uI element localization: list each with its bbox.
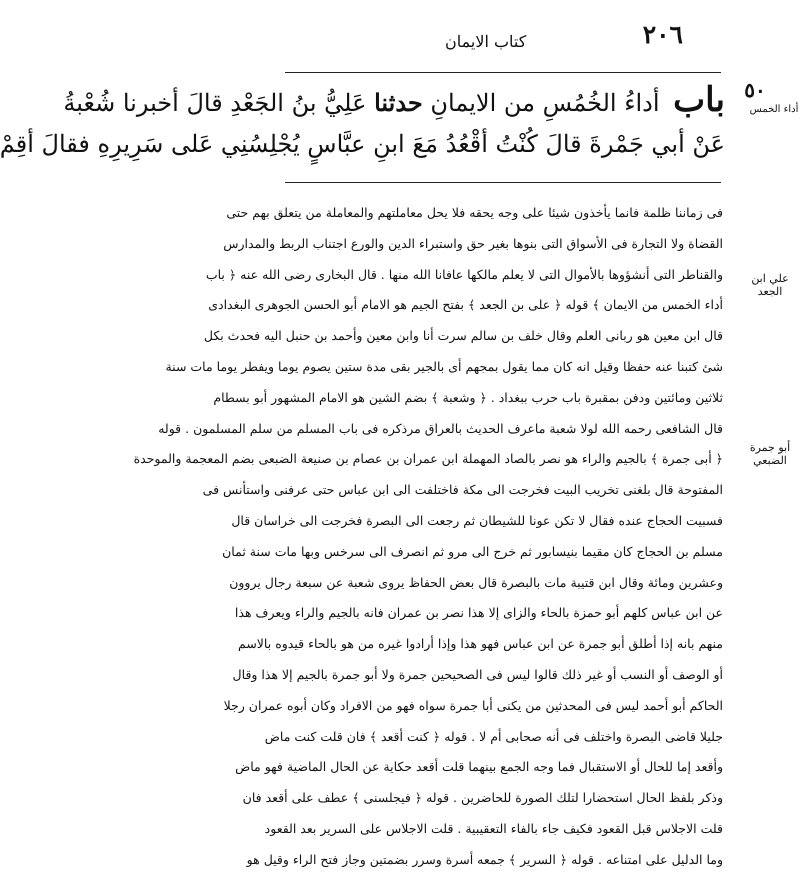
commentary-line: وعشرين ومائة وقال ابن قتيبة مات بالبصرة قال بعض الحفاظ يروى شعبة عن سبعة رجال يروون <box>229 574 723 590</box>
margin-bab-number: ٥٠ <box>744 78 766 102</box>
hadith-line-2: عَنْ أبي جَمْرةَ قالَ كُنْتُ أقْعُدُ مَعَ ابنِ عبَّاسٍ يُجْلِسُنِي عَلى سَرِيرِهِ فقالَ أقِمْ <box>0 130 725 158</box>
commentary-line: الحاكم أبو أحمد ليس فى المحدثين من يكنى أبا جمرة سواه فهو من الافراد وكان أبوه عمران رجلا <box>223 697 723 713</box>
margin-bab-subtitle: أداء الخمس <box>749 104 799 115</box>
margin-note-ali-ibn-al-jad: علي ابن الجعد <box>751 272 789 298</box>
margin-note-abu-jamra: أبو جمرة الضبعي <box>749 441 791 467</box>
header-divider <box>285 72 721 73</box>
text-divider <box>285 182 721 183</box>
commentary-line: ﴿ أبى جمرة ﴾ بالجيم والراء هو نصر بالصاد المهملة ابن عمران بن عصام بن صنيعة الضبعى بضم المعجمة والموحدة <box>133 451 723 467</box>
hadith-line-1 <box>63 78 725 122</box>
commentary-line: شئ كتبنا عنه حفظا وقيل انه كان مما يقول بمجهم أى بالجير بقى مدة ستين يصوم يوما ويفطر يوما مات سنة <box>165 358 723 374</box>
commentary-line: القضاة ولا التجارة فى الأسواق التى بنوها بغير حق واستبراء الدين والورع اجتناب الربط والمدارس <box>223 235 723 251</box>
hadith-isnad: عَلِيُّ بنُ الجَعْدِ قالَ أخبرنا شُعْبةُ <box>63 89 367 117</box>
commentary-line: ثلاثين ومائتين ودفن بمقبرة باب حرب ببغداد . ﴿ وشعبة ﴾ بضم الشين هو الامام المشهور أبو بسطام <box>213 389 723 405</box>
commentary-line: فسبيت الحجاج عنده فقال لا تكن عونا للشيطان ثم رجعت الى البصرة فخرجت الى خراسان قال <box>231 512 723 528</box>
page-number: ٢٠٦ <box>642 20 683 49</box>
commentary-line: قال الشافعى رحمه الله لولا شعبة ماعرف الحديث بالعراق مرذكره فى باب المسلم من سلم المسلمون . قوله <box>158 420 723 436</box>
commentary-line: أو الوصف أو النسب أو غير ذلك قالوا ليس فى الصحيحين جمرة ولا أبو جمرة بالجيم إلا هذا وقال <box>232 666 723 682</box>
commentary-line: مسلم بن الحجاج كان مقيما بنيسابور ثم خرج الى مرو ثم انصرف الى سرخس وبها مات سنة ثمان <box>222 543 723 559</box>
page-header <box>205 18 805 70</box>
commentary-line: وذكر بلفظ الحال استحضارا لتلك الصورة للحاضرين . قوله ﴿ فيجلسنى ﴾ عطف على أقعد فان <box>242 790 723 806</box>
book-title: كتاب الايمان <box>445 32 527 51</box>
commentary-line: المفتوحة قال بلغنى تخريب البيت فخرجت الى مكة فاختلفت الى ابن عباس حتى عرفنى واستأنس فى <box>202 482 723 498</box>
commentary-line: قال ابن معين هو ربانى العلم وقال خلف بن سالم سرت أنا وابن معين وأحمد بن حنبل اليه فحدث بكل <box>203 328 723 344</box>
commentary-line: والقناطر التى أنشؤوها بالأموال التى لا يعلم مالكها عافانا الله منها . قال البخارى رضى الله عنه ﴿ باب <box>205 266 723 282</box>
commentary-line: قلت الاجلاس قبل القعود فكيف جاء بالفاء التعقيبية . قلت الاجلاس على السرير بعد القعود <box>264 820 723 836</box>
bab-title: أداءُ الخُمُسِ من الايمانِ <box>430 89 660 117</box>
commentary-text <box>133 198 723 876</box>
commentary-line: أداء الخمس من الايمان ﴾ قوله ﴿ على بن الجعد ﴾ بفتح الجيم هو الامام أبو الحسن الجوهرى البغدادى <box>208 297 723 313</box>
haddathana-word: حدثنا <box>374 88 423 117</box>
commentary-line: منهم بانه إذا أطلق أبو جمرة عن ابن عباس فهو هذا وإذا أرادوا غيره من هو بالحاء قيدوه بالاسم <box>238 636 723 652</box>
commentary-line: وأقعد إما للحال أو الاستقبال فما وجه الجمع بينهما قلت أقعد حكاية عن الحال الماضية فهو ماض <box>235 759 723 775</box>
commentary-line: عن ابن عباس كلهم أبو حمزة بالحاء والزاى إلا هذا نصر بن عمران فانه بالجيم والراء ويعرف هذا <box>234 605 723 621</box>
hadith-text <box>0 78 725 166</box>
commentary-line: فى زماننا ظلمة فانما يأخذون شيئا على وجه يحقه فلا يحل معاملتهم والمعاملة من يتعلق بهم حتى <box>226 205 723 220</box>
commentary-line: وما الدليل على امتناعه . قوله ﴿ السرير ﴾ جمعه أسرة وسرر بضمتين وجاز فتح الراء وقيل هو <box>246 851 723 867</box>
bab-heading: باب <box>673 80 725 120</box>
commentary-line: جليلا قاضى البصرة واختلف فى أنه صحابى أم لا . قوله ﴿ كنت أقعد ﴾ فان قلت كنت ماض <box>264 728 723 744</box>
